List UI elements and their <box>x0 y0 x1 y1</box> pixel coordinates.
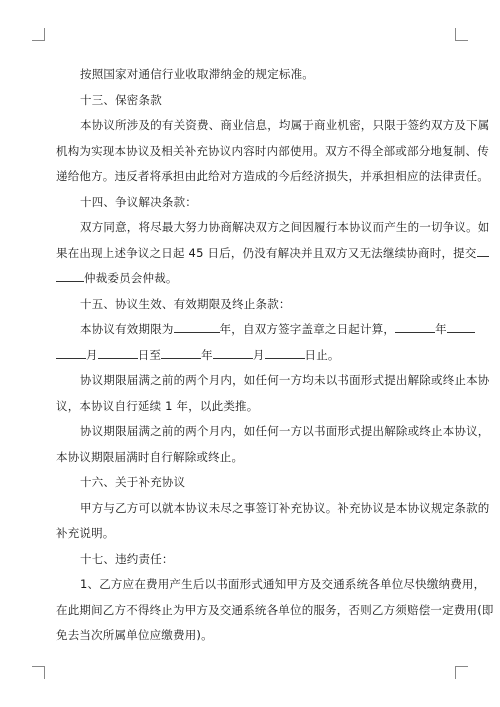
section-heading-16: 十六、关于补充协议 <box>80 475 186 489</box>
paragraph-line: 在此期间乙方不得终止为甲方及交通系统各单位的服务，否则乙方须赔偿一定费用(即 <box>56 602 494 617</box>
paragraph-line <box>56 241 477 267</box>
paragraph-line <box>56 266 444 292</box>
paragraph-line: 免去当次所属单位应缴费用)。 <box>56 628 213 642</box>
crop-mark-top-right <box>455 28 468 41</box>
paragraph-line <box>56 343 444 369</box>
paragraph-line: 双方同意，将尽最大努力协商解决双方之间因履行本协议而产生的一切争议。如 <box>80 220 490 234</box>
fill-in-blank <box>213 345 253 359</box>
paragraph-text: 本协议有效期限为 <box>80 322 174 336</box>
document-body <box>56 62 494 649</box>
fill-in-blank <box>56 345 86 359</box>
paragraph-line: 机构为实现本协议及相关补充协议内容时内部使用。双方不得全部或部分地复制、传 <box>56 143 489 158</box>
crop-mark-top-left <box>32 28 45 41</box>
paragraph-line: 按照国家对通信行业收取滞纳金的规定标准。 <box>80 67 314 81</box>
fill-in-blank <box>174 319 220 333</box>
paragraph-text: 日至 <box>137 347 162 362</box>
paragraph-line: 补充说明。 <box>56 526 115 540</box>
paragraph-text: 月 <box>86 347 98 362</box>
paragraph-line: 协议期限届满之前的两个月内，如任何一方均未以书面形式提出解除或终止本协 <box>80 373 490 387</box>
fill-in-blank <box>161 345 201 359</box>
section-heading-15: 十五、协议生效、有效期限及终止条款： <box>80 296 291 311</box>
paragraph-text: 月 <box>252 347 265 362</box>
section-heading-13: 十三、保密条款 <box>80 92 162 107</box>
paragraph-line: 递给他方。违反者将承担由此给对方造成的今后经济损失，并承担相应的法律责任。 <box>56 169 489 183</box>
paragraph-text: 果在出现上述争议之日起 45 日后，仍没有解决并且双方又无法继续协商时，提交 <box>56 245 477 260</box>
section-heading-17: 十七、违约责任： <box>80 551 174 566</box>
fill-in-blank <box>395 319 435 333</box>
paragraph-line: 议，本协议自行延续 1 年，以此类推。 <box>56 398 259 413</box>
paragraph-line: 1、乙方应在费用产生后以书面形式通知甲方及交通系统各单位尽快缴纳费用， <box>80 577 486 591</box>
paragraph-line: 协议期限届满之前的两个月内，如任何一方以书面形式提出解除或终止本协议， <box>80 424 490 438</box>
fill-in-blank <box>477 243 489 257</box>
fill-in-blank <box>98 345 138 359</box>
fill-in-blank <box>265 345 305 359</box>
paragraph-text: 年，自双方签字盖章之日起计算， <box>219 322 396 336</box>
paragraph-text: 年 <box>435 322 447 336</box>
paragraph-text: 日止。 <box>304 347 340 362</box>
paragraph-line: 本协议期限届满时自行解除或终止。 <box>56 449 244 464</box>
crop-mark-bottom-left <box>32 666 45 679</box>
paragraph-line <box>56 317 447 343</box>
paragraph-line: 甲方与乙方可以就本协议未尽之事签订补充协议。补充协议是本协议规定条款的 <box>80 500 490 515</box>
paragraph-text: 仲裁委员会仲裁。 <box>84 271 178 285</box>
fill-in-blank <box>56 268 84 282</box>
paragraph-text: 年 <box>201 347 213 362</box>
paragraph-line: 本协议所涉及的有关资费、商业信息，均属于商业机密，只限于签约双方及下属 <box>80 118 490 132</box>
section-heading-14: 十四、争议解决条款： <box>80 194 197 209</box>
crop-mark-bottom-right <box>455 666 468 679</box>
fill-in-blank <box>447 319 475 333</box>
